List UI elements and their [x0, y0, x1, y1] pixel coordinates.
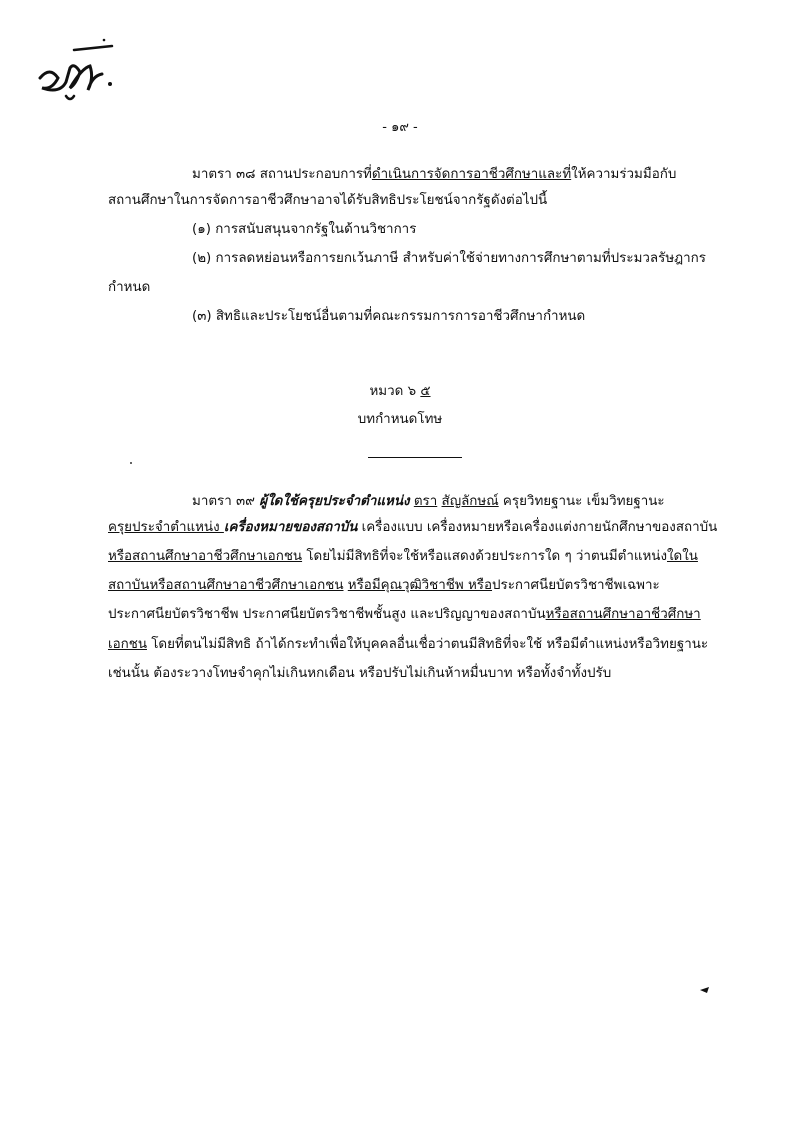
section38-line2: สถานศึกษาในการจัดการอาชีวศึกษาอาจได้รับสิทธิประโยชน์จากรัฐดังต่อไปนี้ — [108, 193, 548, 208]
section38-item3: (๓) สิทธิและประโยชน์อื่นตามที่คณะกรรมการการอาชีวศึกษากำหนด — [192, 309, 586, 324]
section38-item1: (๑) การสนับสนุนจากรัฐในด้านวิชาการ — [192, 222, 417, 237]
section39-line7: เช่นนั้น ต้องระวางโทษจำคุกไม่เกินหกเดือน หรือปรับไม่เกินห้าหมื่นบาท หรือทั้งจำทั้งปรับ — [108, 666, 612, 681]
section39-line1: มาตรา ๓๙ ผู้ใดใช้ครุยประจำตำแหน่ง ตรา สัญลักษณ์ ครุยวิทยฐานะ เข็มวิทยฐานะ — [192, 494, 665, 509]
chapter-title: หมวด ๖ ๕ — [369, 384, 431, 399]
section39-line5: ประกาศนียบัตรวิชาชีพ ประกาศนียบัตรวิชาชีพชั้นสูง และปริญญาของสถาบันหรือสถานศึกษาอาชีวศึกษา — [108, 607, 701, 622]
section39-line2: ครุยประจำตำแหน่ง เครื่องหมายของสถาบัน เครื่องแบบ เครื่องหมายหรือเครื่องแต่งกายนักศึกษาของสถาบัน — [108, 520, 718, 535]
section39-line3: หรือสถานศึกษาอาชีวศึกษาเอกชน โดยไม่มีสิทธิที่จะใช้หรือแสดงด้วยประการใด ๆ ว่าตนมีตำแหน่งใดใน — [108, 549, 698, 564]
scan-speck — [130, 462, 132, 464]
page-number: - ๑๙ - — [382, 120, 418, 135]
heading-divider — [368, 457, 462, 458]
section39-line4: สถาบันหรือสถานศึกษาอาชีวศึกษาเอกชน หรือมีคุณวุฒิวิชาชีพ หรือประกาศนียบัตรวิชาชีพเฉพาะ — [108, 578, 660, 593]
section39-line6: เอกชน โดยที่ตนไม่มีสิทธิ ถ้าได้กระทำเพื่อให้บุคคลอื่นเชื่อว่าตนมีสิทธิที่จะใช้ หรือมีตำแหน่งหรือวิทยฐานะ — [108, 637, 709, 652]
section38-item2-continued: กำหนด — [108, 280, 151, 295]
handwritten-annotation — [30, 38, 120, 108]
section38-line1: มาตรา ๓๘ สถานประกอบการที่ดำเนินการจัดการอาชีวศึกษาและที่ให้ความร่วมมือกับ — [192, 167, 677, 182]
pen-mark — [700, 987, 710, 993]
section38-item2: (๒) การลดหย่อนหรือการยกเว้นภาษี สำหรับค่าใช้จ่ายทางการศึกษาตามที่ประมวลรัษฎากร — [192, 251, 706, 266]
chapter-subtitle: บทกำหนดโทษ — [357, 412, 443, 427]
